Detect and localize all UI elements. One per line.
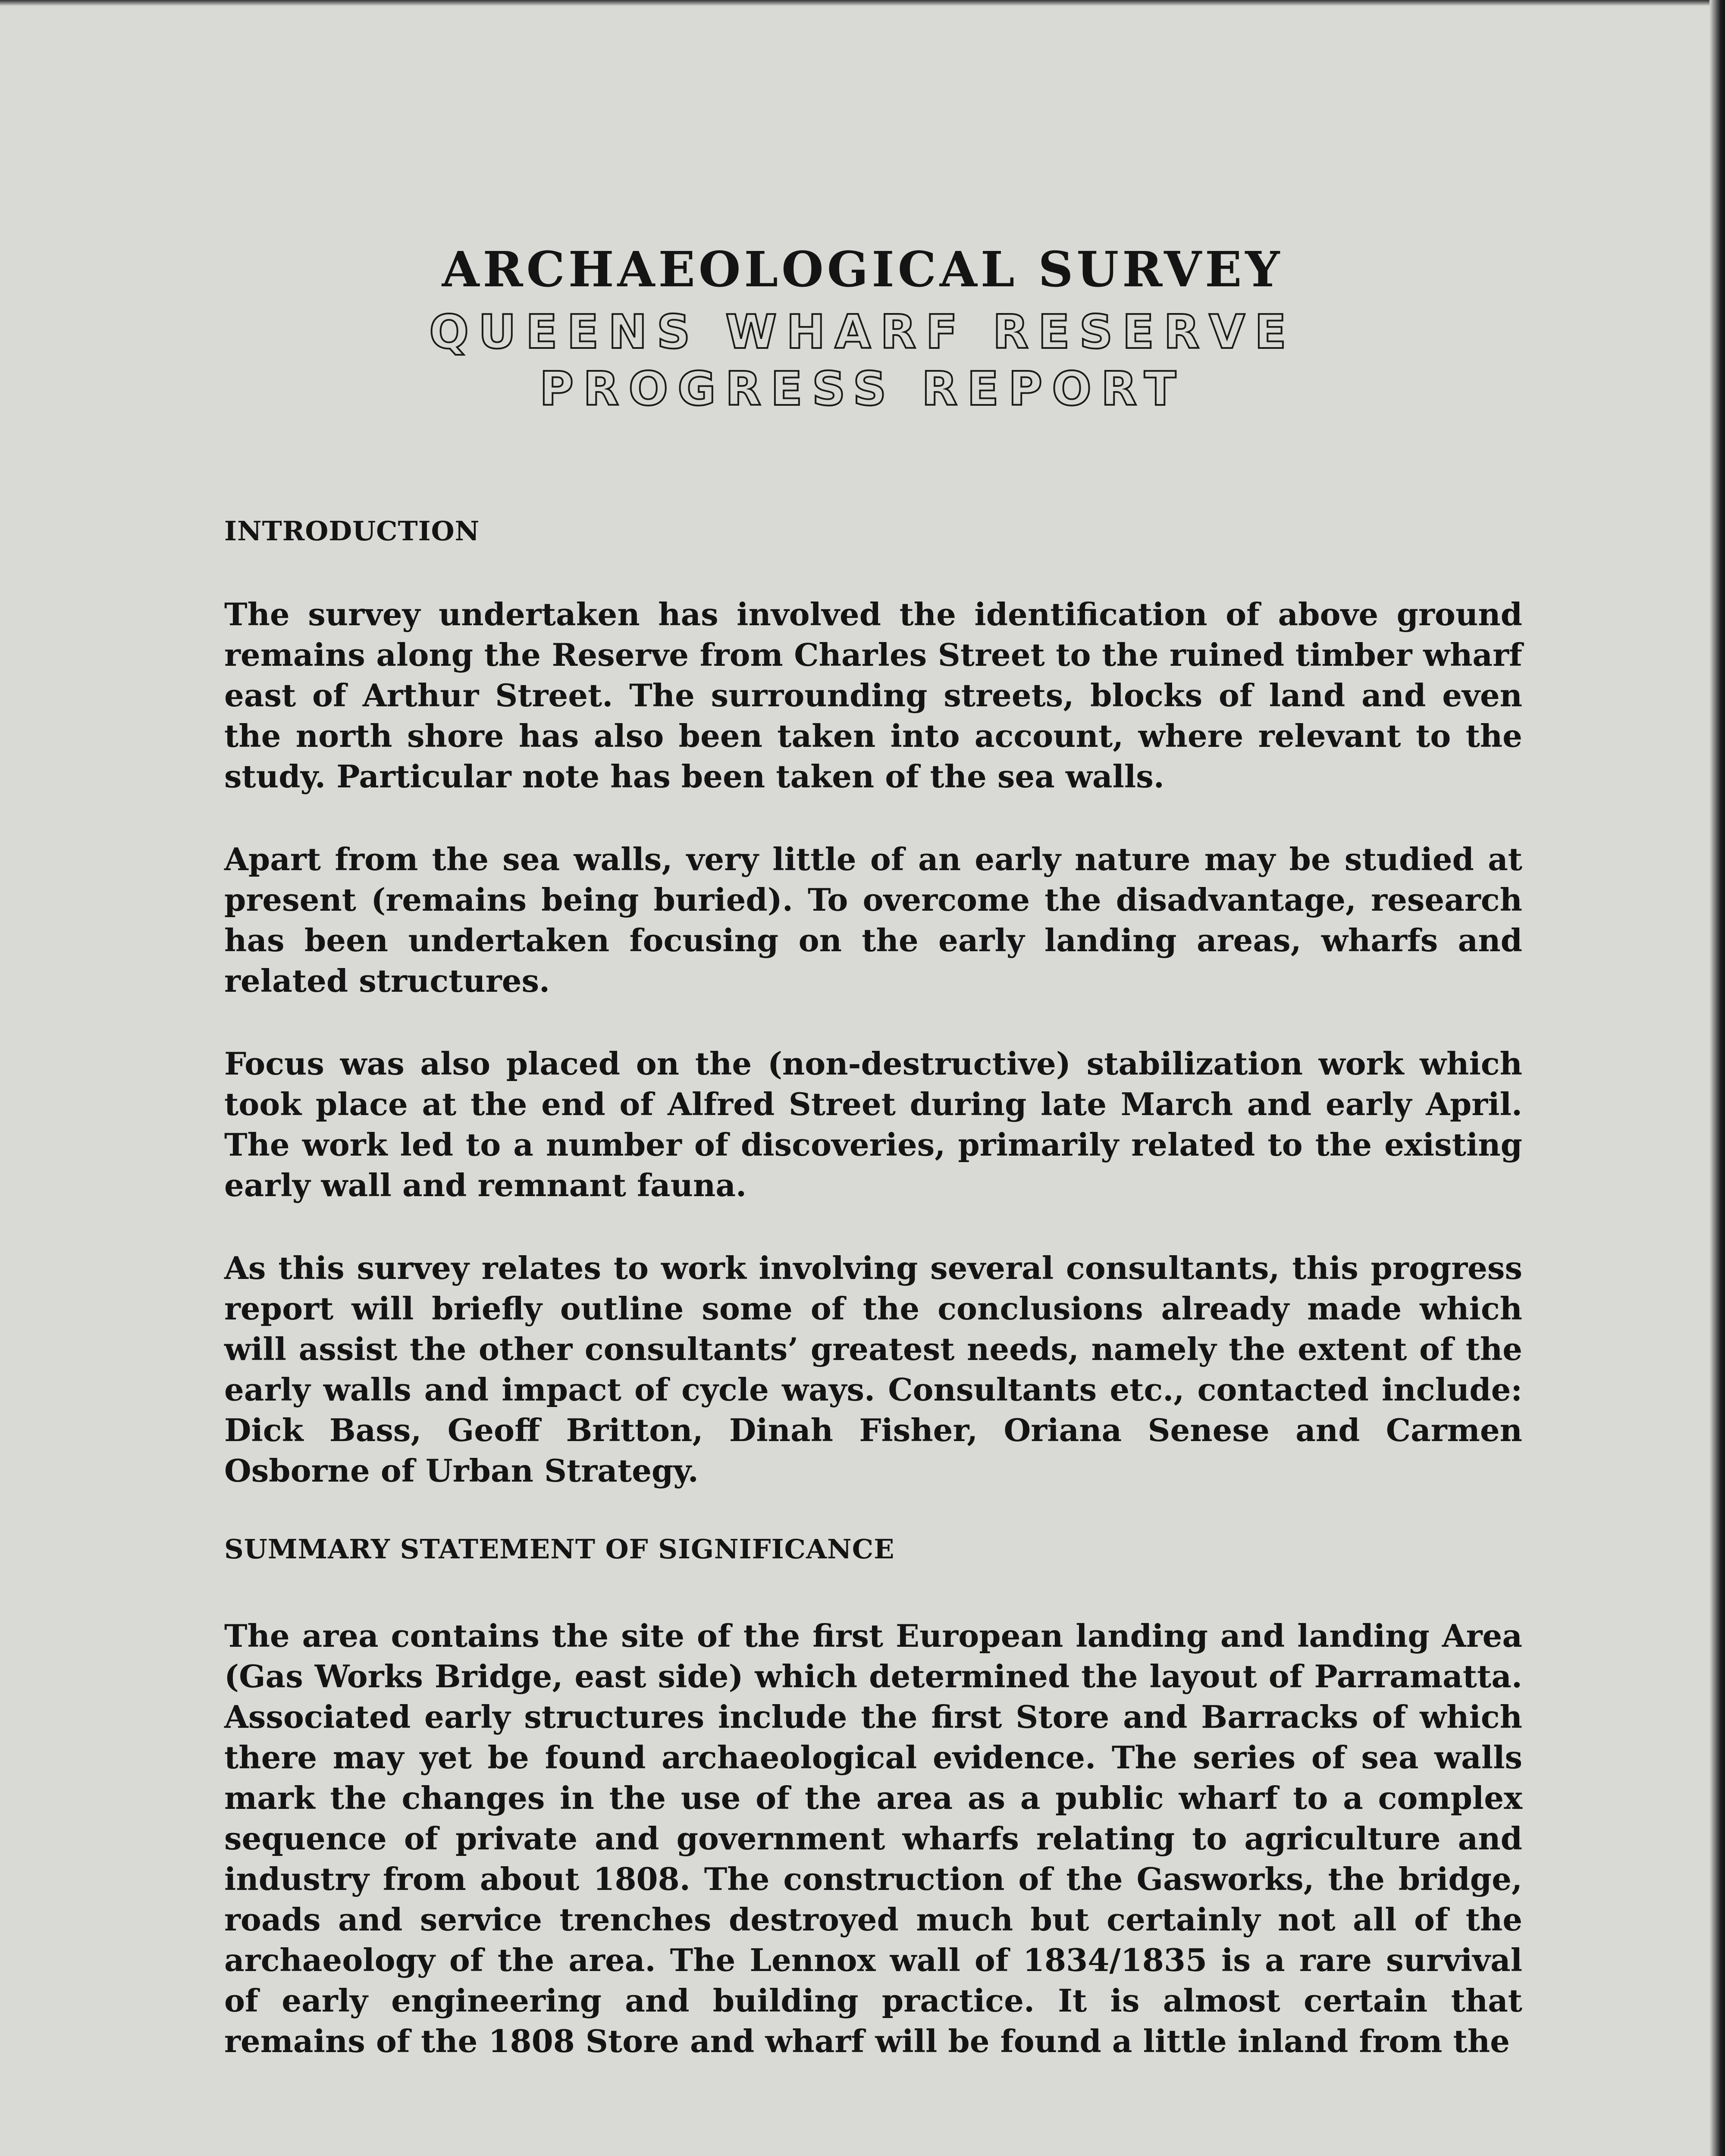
introduction-paragraph: Focus was also placed on the (non-destructive) stabilization work which took place at the end of Alfred Street during late March and early April. The work led to a number of discoveries, primarily related to the existing early wall and remnant fauna. (224, 1045, 1522, 1203)
report-title: ARCHAEOLOGICAL SURVEY (442, 241, 1283, 298)
introduction-paragraph: The survey undertaken has involved the identification of above ground remains along the Reserve from Charles Street to the ruined timber wharf east of Arthur Street. The surrounding streets, blocks of land and even the north shore has also been taken into account, where relevant to the study. Particular note has been taken of the sea walls. (224, 596, 1522, 795)
introduction-paragraph: Apart from the sea walls, very little of an early nature may be studied at present (remains being buried). To overcome the disadvantage, research has been undertaken focusing on the early landing areas, wharfs and related structures. (224, 841, 1522, 999)
introduction-heading: INTRODUCTION (224, 515, 480, 547)
report-body (224, 515, 1522, 2104)
page-top-edge (0, 0, 1725, 6)
report-subtitle-location: QUEENS WHARF RESERVE (429, 305, 1296, 359)
summary-heading: SUMMARY STATEMENT OF SIGNIFICANCE (224, 1533, 895, 1565)
summary-paragraph: The area contains the site of the first European landing and landing Area (Gas Works Bridge, east side) which determined the layout of Parramatta. Associated early structures include the first Store and Barracks of which there may yet be found archaeological evidence. The series of sea walls mark the changes in the use of the area as a public wharf to a complex sequence of private and government wharfs relating to agriculture and industry from about 1808. The construction of the Gasworks, the bridge, roads and service trenches destroyed much but certainly not all of the archaeology of the area. The Lennox wall of 1834/1835 is a rare survival of early engineering and building practice. It is almost certain that remains of the 1808 Store and wharf will be found a little inland from the (224, 1617, 1522, 2059)
report-subtitle-type: PROGRESS REPORT (539, 362, 1186, 416)
report-header (0, 241, 1725, 418)
introduction-paragraph: As this survey relates to work involving several consultants, this progress report will briefly outline some of the conclusions already made which will assist the other consultants’ greatest needs, namely the extent of the early walls and impact of cycle ways. Consultants etc., contacted include: Dick Bass, Geoff Britton, Dinah Fisher, Oriana Senese and Carmen Osborne of Urban Strategy. (224, 1250, 1522, 1489)
